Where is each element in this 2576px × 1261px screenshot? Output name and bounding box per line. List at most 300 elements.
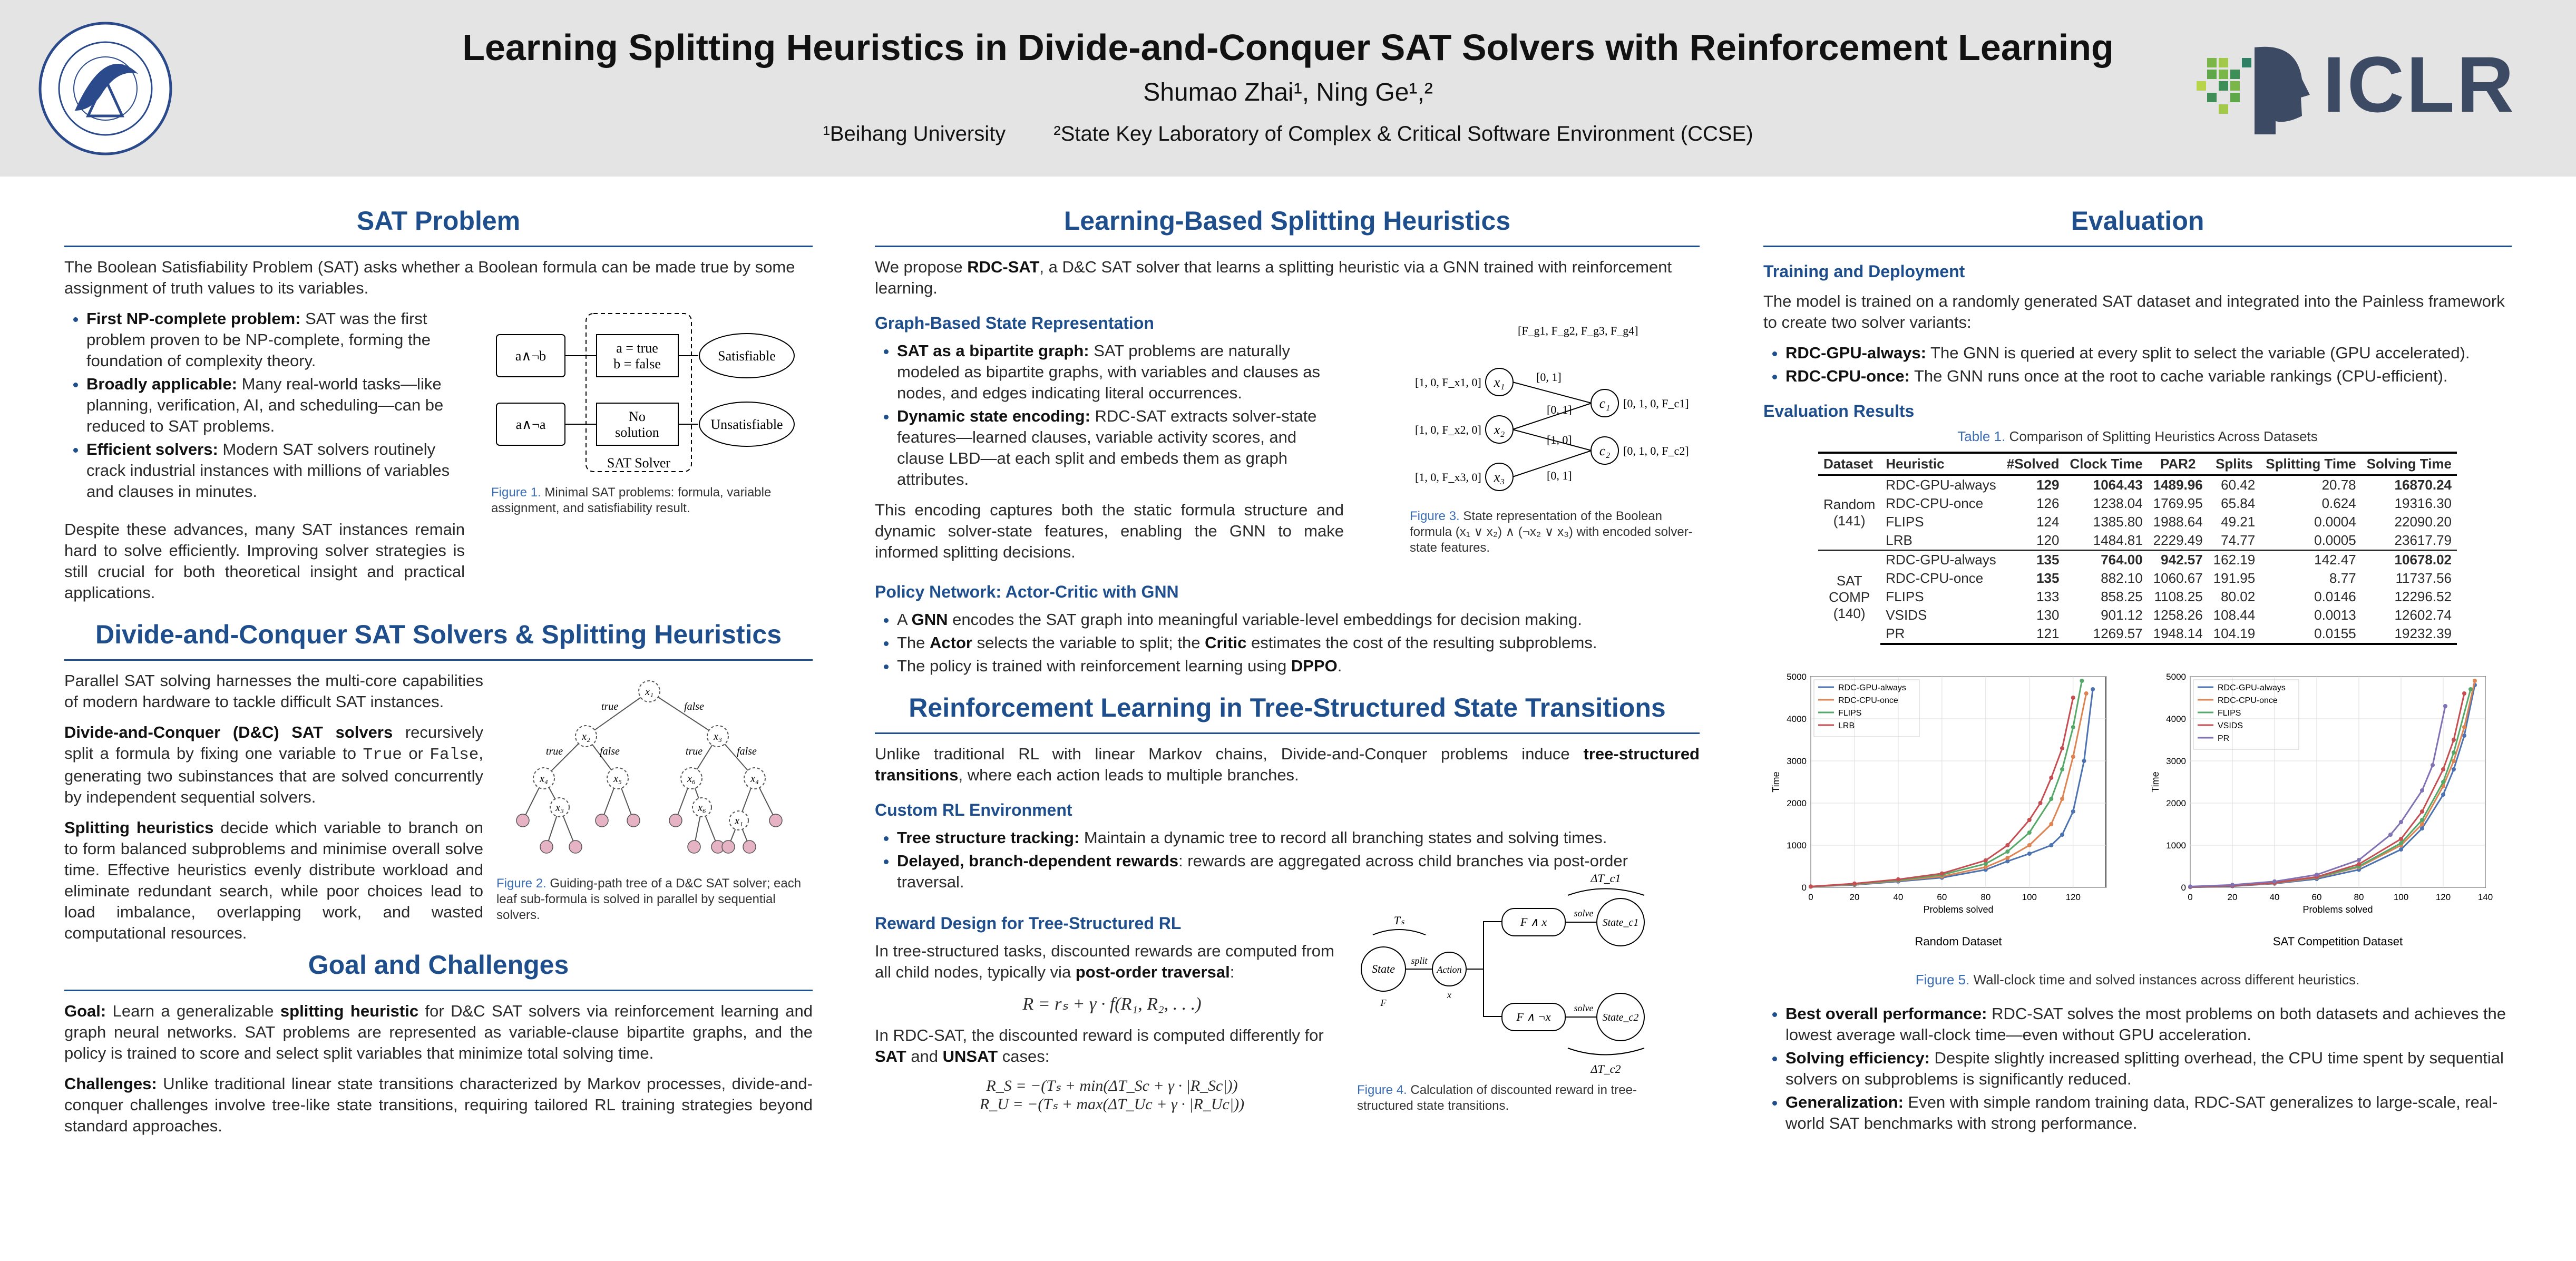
subheading-graph: Graph-Based State Representation bbox=[875, 314, 1154, 333]
formula-1: a∧¬b bbox=[515, 348, 547, 364]
table-cell: 104.19 bbox=[2208, 624, 2261, 644]
table-cell: 19232.39 bbox=[2362, 624, 2457, 644]
data-point bbox=[2272, 879, 2277, 884]
legend-label: RDC-CPU-once bbox=[2218, 696, 2278, 705]
subheading-training: Training and Deployment bbox=[1763, 262, 1965, 281]
table-cell: 1064.43 bbox=[2093, 477, 2143, 493]
x-tick-label: 40 bbox=[1893, 892, 1904, 902]
reward-section bbox=[875, 872, 1700, 1146]
svg-text:State: State bbox=[1372, 962, 1395, 975]
table-cell: 20.78 bbox=[2321, 477, 2356, 493]
data-point bbox=[2049, 843, 2053, 847]
legend-label: RDC-GPU-always bbox=[2218, 683, 2286, 692]
legend-label: RDC-CPU-once bbox=[1838, 696, 1898, 705]
y-tick-label: 4000 bbox=[2166, 714, 2186, 724]
lbsh-intro: We propose RDC-SAT, a D&C SAT solver that learns a splitting heuristic via a GNN trained with reinforcement learning. bbox=[875, 258, 1672, 297]
formula-2: a∧¬a bbox=[515, 417, 546, 432]
list-item: • First NP-complete problem: SAT was the first problem proven to be NP-complete, forming the foundation of complexity theory. bbox=[86, 308, 471, 372]
y-tick-label: 5000 bbox=[2166, 672, 2186, 682]
table-cell: 0.0146 bbox=[2314, 589, 2356, 604]
x-axis-label: Problems solved bbox=[1923, 904, 1994, 915]
data-point bbox=[2071, 696, 2075, 700]
data-point bbox=[2441, 793, 2445, 797]
data-point bbox=[2027, 818, 2032, 822]
policy-list bbox=[875, 609, 1700, 677]
figure-5-caption: Figure 5. Wall-clock time and solved instances across different heuristics. bbox=[1915, 972, 2360, 988]
x-tick-label: 0 bbox=[1808, 892, 1813, 902]
table-cell: 135 bbox=[2002, 550, 2065, 569]
y-tick-label: 1000 bbox=[2166, 840, 2186, 851]
y-tick-label: 0 bbox=[1801, 883, 1807, 893]
svg-text:split: split bbox=[1411, 955, 1428, 966]
x-tick-label: 80 bbox=[2354, 892, 2364, 902]
data-point bbox=[2005, 843, 2009, 847]
svg-text:[0, 1, 0, F_c2]: [0, 1, 0, F_c2] bbox=[1623, 444, 1689, 457]
data-point bbox=[2443, 704, 2447, 708]
table-row bbox=[1818, 588, 2457, 606]
svg-text:F ∧ x: F ∧ x bbox=[1520, 915, 1547, 928]
section-heading-eval: Evaluation bbox=[1763, 206, 2512, 247]
data-point bbox=[2230, 883, 2235, 887]
svg-text:x₆: x₆ bbox=[687, 773, 696, 785]
equation-sat: R_S = −(Tₛ + min(ΔT_Sc + γ · |R_Sc|)) bbox=[986, 1077, 1238, 1094]
list-item: • RDC-GPU-always: The GNN is queried at every split to select the variable (GPU accelerated). bbox=[1785, 343, 2512, 364]
iclr-logo bbox=[2197, 37, 2534, 137]
y-tick-label: 4000 bbox=[1787, 714, 1807, 724]
data-point bbox=[2452, 738, 2456, 742]
authors: Shumao Zhai¹, Ning Ge¹,² bbox=[1143, 79, 1433, 106]
svg-text:[1, 0, F_x3, 0]: [1, 0, F_x3, 0] bbox=[1415, 471, 1481, 484]
table-cell: FLIPS bbox=[1886, 514, 1924, 530]
figure-3-bipartite-graph bbox=[1412, 319, 1707, 503]
data-point bbox=[2060, 797, 2064, 801]
data-point bbox=[1896, 877, 1900, 882]
table-cell: 1108.25 bbox=[2154, 589, 2203, 604]
svg-text:x₃: x₃ bbox=[1494, 470, 1505, 485]
svg-text:x₁: x₁ bbox=[1494, 375, 1505, 390]
dataset-cell: Random (141) bbox=[1823, 496, 1876, 529]
list-item: • The Actor selects the variable to split; the Critic estimates the cost of the resulting subproblems. bbox=[897, 632, 1700, 653]
svg-text:x₄: x₄ bbox=[540, 773, 548, 785]
figure-2-guiding-path-tree bbox=[491, 676, 807, 871]
y-tick-label: 5000 bbox=[1787, 672, 1807, 682]
table-cell: 129 bbox=[2036, 477, 2060, 493]
y-axis-label: Time bbox=[2150, 771, 2161, 793]
svg-text:false: false bbox=[600, 746, 620, 757]
table-cell: 1988.64 bbox=[2153, 514, 2203, 530]
data-point bbox=[2431, 763, 2435, 767]
table-cell: 22090.20 bbox=[2394, 514, 2452, 530]
section-heading-rl: Reinforcement Learning in Tree-Structured State Transitions bbox=[875, 692, 1700, 734]
svg-text:solve: solve bbox=[1574, 908, 1594, 918]
table-cell: 1489.96 bbox=[2153, 477, 2203, 493]
svg-text:Action: Action bbox=[1437, 964, 1462, 975]
table-cell: 12602.74 bbox=[2394, 607, 2452, 623]
svg-text:x₂: x₂ bbox=[582, 731, 590, 742]
table-cell: 0.0155 bbox=[2260, 624, 2361, 644]
svg-text:ΔT_c2: ΔT_c2 bbox=[1591, 1062, 1621, 1076]
table-cell: 1484.81 bbox=[2093, 532, 2143, 548]
data-point bbox=[2452, 759, 2456, 763]
table-cell: 120 bbox=[2036, 532, 2060, 548]
data-point bbox=[2399, 841, 2403, 845]
data-point bbox=[2388, 833, 2393, 837]
table-row bbox=[1818, 550, 2457, 569]
data-point bbox=[2420, 818, 2424, 822]
chart-random-dataset bbox=[1763, 666, 2132, 961]
list-item: • The policy is trained with reinforcement learning using DPPO. bbox=[897, 656, 1700, 677]
data-point bbox=[2005, 856, 2009, 860]
global-features: [F_g1, F_g2, F_g3, F_g4] bbox=[1518, 324, 1638, 337]
data-point bbox=[2027, 852, 2032, 856]
svg-text:x₂: x₂ bbox=[1494, 422, 1505, 437]
sat-bullet-list bbox=[64, 308, 471, 502]
list-item: • Generalization: Even with simple random training data, RDC-SAT generalizes to large-scale, real-world SAT benchmarks with strong performance. bbox=[1785, 1092, 2512, 1134]
y-tick-label: 1000 bbox=[1787, 840, 1807, 851]
table-header: Heuristic bbox=[1880, 453, 2001, 475]
data-point bbox=[2027, 843, 2032, 847]
data-point bbox=[2071, 809, 2075, 814]
table-cell: 2229.49 bbox=[2153, 532, 2203, 548]
table-cell: 10678.02 bbox=[2362, 550, 2457, 569]
table-cell: 12296.52 bbox=[2394, 589, 2452, 604]
data-point bbox=[2473, 679, 2477, 683]
data-point bbox=[2420, 788, 2424, 793]
svg-text:[0, 1]: [0, 1] bbox=[1547, 469, 1572, 482]
table-cell: 16870.24 bbox=[2394, 477, 2452, 493]
table-cell: 8.77 bbox=[2329, 570, 2356, 586]
data-point bbox=[2049, 822, 2053, 826]
data-point bbox=[2038, 801, 2043, 805]
chart-sat-competition bbox=[2143, 666, 2512, 961]
poster-header bbox=[0, 0, 2576, 177]
section-heading-dc: Divide-and-Conquer SAT Solvers & Splitting Heuristics bbox=[64, 619, 813, 661]
table-cell: 764.00 bbox=[2064, 550, 2148, 569]
data-point bbox=[2060, 746, 2064, 750]
svg-text:x₁: x₁ bbox=[735, 815, 743, 827]
results-table bbox=[1818, 452, 2457, 645]
svg-text:[1, 0]: [1, 0] bbox=[1547, 433, 1572, 446]
table-cell: 11737.56 bbox=[2395, 570, 2452, 586]
dc-body bbox=[64, 670, 813, 944]
y-tick-label: 2000 bbox=[2166, 798, 2186, 808]
x-tick-label: 80 bbox=[1980, 892, 1991, 902]
data-point bbox=[1852, 882, 1857, 886]
plot-area bbox=[1811, 677, 2106, 887]
table-cell: 882.10 bbox=[2101, 570, 2143, 586]
data-point bbox=[2452, 750, 2456, 755]
svg-text:c₁: c₁ bbox=[1599, 396, 1611, 411]
x-tick-label: 140 bbox=[2477, 892, 2493, 902]
table-cell: 133 bbox=[2036, 589, 2060, 604]
table-cell: 142.47 bbox=[2260, 550, 2361, 569]
table-cell: 0.624 bbox=[2321, 495, 2356, 511]
table-cell: 1948.14 bbox=[2148, 624, 2208, 644]
data-point bbox=[2060, 767, 2064, 771]
table-cell: RDC-CPU-once bbox=[1886, 570, 1984, 586]
table-cell: RDC-CPU-once bbox=[1886, 495, 1984, 511]
legend-label: FLIPS bbox=[1838, 709, 1862, 718]
data-point bbox=[2080, 679, 2084, 683]
data-point bbox=[2082, 759, 2086, 763]
subheading-results: Evaluation Results bbox=[1763, 402, 1915, 421]
svg-text:solve: solve bbox=[1574, 1003, 1594, 1013]
result-satisfiable: Satisfiable bbox=[718, 348, 776, 364]
data-point bbox=[2049, 776, 2053, 780]
figure-1-sat-diagram bbox=[491, 308, 813, 482]
data-point bbox=[1940, 872, 1944, 876]
figure-3-caption: Figure 3. State representation of the Boolean formula (x₁ ∨ x₂) ∧ (¬x₂ ∨ x₃) with encoded solver-state features. bbox=[1410, 509, 1693, 555]
data-point bbox=[2441, 767, 2445, 771]
column-left bbox=[64, 206, 813, 1146]
svg-text:State_c2: State_c2 bbox=[1602, 1012, 1639, 1023]
x-tick-label: 60 bbox=[2311, 892, 2322, 902]
data-point bbox=[2357, 862, 2361, 866]
table-cell: 1258.26 bbox=[2153, 607, 2203, 623]
table-header: PAR2 bbox=[2148, 453, 2208, 475]
svg-text:x₆: x₆ bbox=[698, 802, 706, 814]
table-cell: 124 bbox=[2036, 514, 2060, 530]
x-tick-label: 120 bbox=[2065, 892, 2081, 902]
section-heading-lbsh: Learning-Based Splitting Heuristics bbox=[875, 206, 1700, 247]
assignment-b: b = false bbox=[613, 356, 661, 372]
poster-title: Learning Splitting Heuristics in Divide-and-Conquer SAT Solvers with Reinforcement Learning bbox=[462, 27, 2114, 68]
table-cell: 23617.79 bbox=[2394, 532, 2452, 548]
data-point bbox=[2420, 809, 2424, 814]
goal-text: Goal: Learn a generalizable splitting heuristic for D&C SAT solvers via reinforcement learning and graph neural networks. SAT problems are represented as variable-clause bipartite graphs, and the policy is trained to score and select split variables that minimize total solving time. bbox=[64, 1002, 813, 1062]
lbsh-graph-section bbox=[875, 314, 1700, 609]
table-cell: 1385.80 bbox=[2093, 514, 2143, 530]
data-point bbox=[2420, 826, 2424, 830]
table-cell: VSIDS bbox=[1886, 607, 1927, 623]
svg-text:[0, 1]: [0, 1] bbox=[1536, 370, 1562, 384]
svg-text:[0, 1, 0, F_c1]: [0, 1, 0, F_c1] bbox=[1623, 397, 1689, 410]
svg-text:true: true bbox=[685, 746, 703, 757]
reward-text bbox=[875, 914, 1349, 1113]
svg-text:false: false bbox=[737, 746, 757, 757]
section-heading-goal: Goal and Challenges bbox=[64, 950, 813, 991]
chart-title: Random Dataset bbox=[1915, 935, 2002, 948]
data-point bbox=[2441, 780, 2445, 784]
list-item: • SAT as a bipartite graph: SAT problems are naturally modeled as bipartite graphs, with variables and clauses as nodes, and edges indicating literal occurrences. bbox=[897, 340, 1344, 404]
svg-text:[1, 0, F_x1, 0]: [1, 0, F_x1, 0] bbox=[1415, 376, 1481, 389]
figure-1-caption: Figure 1. Minimal SAT problems: formula, variable assignment, and satisfiability result. bbox=[491, 485, 772, 515]
table-cell: 0.0005 bbox=[2314, 532, 2356, 548]
svg-text:true: true bbox=[545, 746, 563, 757]
legend-label: FLIPS bbox=[2218, 709, 2241, 718]
dc-p1: Parallel SAT solving harnesses the multi-core capabilities of modern hardware to tackle difficult SAT instances. bbox=[64, 671, 483, 711]
table-cell: RDC-GPU-always bbox=[1880, 550, 2001, 569]
table-cell: 74.77 bbox=[2221, 532, 2256, 548]
y-tick-label: 3000 bbox=[2166, 756, 2186, 766]
table-cell: 49.21 bbox=[2221, 514, 2256, 530]
table-row bbox=[1818, 475, 2457, 495]
sat-intro: The Boolean Satisfiability Problem (SAT) asks whether a Boolean formula can be made true by some assignment of truth values to its variables. bbox=[64, 258, 795, 297]
figure-2-caption: Figure 2. Guiding-path tree of a D&C SAT solver; each leaf sub-formula is solved in parallel by sequential solvers. bbox=[496, 876, 802, 922]
svg-text:x₃: x₃ bbox=[714, 731, 722, 742]
table-cell: 60.42 bbox=[2221, 477, 2256, 493]
list-item: • Solving efficiency: Despite slightly increased splitting overhead, the CPU time spent by sequential solvers on subproblems is significantly reduced. bbox=[1785, 1048, 2512, 1090]
svg-text:x₅: x₅ bbox=[613, 773, 622, 785]
y-axis-label: Time bbox=[1771, 771, 1781, 793]
x-tick-label: 0 bbox=[2188, 892, 2193, 902]
x-tick-label: 120 bbox=[2435, 892, 2451, 902]
no-solution-1: No bbox=[629, 409, 646, 424]
svg-text:x₃: x₃ bbox=[555, 802, 564, 814]
table-cell: 0.0004 bbox=[2314, 514, 2356, 530]
table-cell: 130 bbox=[2036, 607, 2060, 623]
data-point bbox=[2071, 755, 2075, 759]
conclusion-list bbox=[1763, 1003, 2512, 1134]
table-cell: RDC-GPU-always bbox=[1886, 477, 1996, 493]
assignment-a: a = true bbox=[616, 340, 658, 356]
data-point bbox=[2005, 849, 2009, 854]
svg-text:Tₛ: Tₛ bbox=[1393, 914, 1405, 927]
data-point bbox=[2399, 847, 2403, 852]
table-header: #Solved bbox=[2002, 453, 2065, 475]
table-cell: 121 bbox=[2002, 624, 2065, 644]
data-point bbox=[2091, 687, 2095, 691]
lbsh-encoding: This encoding captures both the static formula structure and dynamic solver-state features, enabling the GNN to make informed splitting decisions. bbox=[875, 501, 1344, 561]
table-cell: 162.19 bbox=[2208, 550, 2261, 569]
data-point bbox=[2071, 725, 2075, 729]
svg-text:x₄: x₄ bbox=[750, 773, 759, 785]
reward-p1: In tree-structured tasks, discounted rewards are computed from all child nodes, typically via post-order traversal: bbox=[875, 942, 1334, 981]
data-point bbox=[2049, 797, 2053, 801]
affiliations bbox=[0, 122, 2576, 146]
table-row bbox=[1818, 569, 2457, 588]
lbsh-graph-text bbox=[875, 314, 1344, 563]
legend-label: LRB bbox=[1838, 721, 1855, 730]
subheading-env: Custom RL Environment bbox=[875, 800, 1072, 819]
data-point bbox=[2452, 767, 2456, 771]
table-header: Splitting Time bbox=[2260, 453, 2361, 475]
table-cell: 858.25 bbox=[2101, 589, 2143, 604]
svg-text:x: x bbox=[1447, 990, 1451, 1000]
dc-text bbox=[64, 670, 483, 944]
data-point bbox=[2084, 691, 2089, 696]
list-item: • Dynamic state encoding: RDC-SAT extracts solver-state features—learned clauses, variable activity scores, and clause LBD—at each split and embeds them as graph attributes. bbox=[897, 406, 1344, 490]
list-item: • A GNN encodes the SAT graph into meaningful variable-level embeddings for decision making. bbox=[897, 609, 1700, 630]
table-row bbox=[1818, 606, 2457, 624]
list-item: • RDC-CPU-once: The GNN runs once at the root to cache variable rankings (CPU-efficient). bbox=[1785, 366, 2512, 387]
table-cell: 0.0013 bbox=[2314, 607, 2356, 623]
table-cell: 126 bbox=[2036, 495, 2060, 511]
svg-text:false: false bbox=[684, 701, 704, 712]
table-cell: 1060.67 bbox=[2153, 570, 2203, 586]
table-cell: 19316.30 bbox=[2394, 495, 2452, 511]
list-item: • Delayed, branch-dependent rewards: rewards are aggregated across child branches via post-order traversal. bbox=[897, 851, 1700, 893]
no-solution-2: solution bbox=[615, 425, 659, 440]
table-header: Clock Time bbox=[2064, 453, 2148, 475]
data-point bbox=[2315, 873, 2319, 877]
svg-text:F ∧ ¬x: F ∧ ¬x bbox=[1516, 1010, 1551, 1023]
table-cell: FLIPS bbox=[1886, 589, 1924, 604]
legend-label: PR bbox=[2218, 734, 2230, 743]
iclr-wordmark: ICLR bbox=[2323, 40, 2516, 129]
section-heading-sat-problem: SAT Problem bbox=[64, 206, 813, 247]
svg-text:State_c1: State_c1 bbox=[1602, 917, 1639, 928]
affiliation-1: ¹Beihang University bbox=[823, 122, 1006, 145]
reward-p2: In RDC-SAT, the discounted reward is computed differently for SAT and UNSAT cases: bbox=[875, 1026, 1324, 1066]
legend-label: RDC-GPU-always bbox=[1838, 683, 1906, 692]
sat-solver-label: SAT Solver bbox=[607, 455, 671, 471]
subheading-reward: Reward Design for Tree-Structured RL bbox=[875, 914, 1182, 933]
svg-text:[0, 1]: [0, 1] bbox=[1547, 403, 1572, 416]
data-point bbox=[2027, 830, 2032, 835]
data-point bbox=[2188, 884, 2192, 888]
figure-4-reward-tree bbox=[1357, 866, 1694, 1077]
dc-p3: Splitting heuristics decide which variable to branch on to form balanced subproblems and minimise overall solve time. Effective heuristics evenly distribute workload and eliminate redundant search, while poor choices lead to load imbalance, overlapping work, and wasted computational resources. bbox=[64, 818, 484, 942]
table-cell: LRB bbox=[1886, 532, 1913, 548]
table-row bbox=[1818, 494, 2457, 513]
table-cell: 135 bbox=[2036, 570, 2060, 586]
table-cell: 1769.95 bbox=[2153, 495, 2203, 511]
list-item: • Efficient solvers: Modern SAT solvers routinely crack industrial instances with millions of variables and clauses in minutes. bbox=[86, 439, 471, 502]
sat-closing: Despite these advances, many SAT instances remain hard to solve efficiently. Improving solver strategies is still crucial for both theoretical insight and practical applications. bbox=[64, 520, 465, 602]
x-tick-label: 100 bbox=[2393, 892, 2409, 902]
svg-text:F: F bbox=[1380, 998, 1387, 1008]
figure-4-caption: Figure 4. Calculation of discounted reward in tree-structured state transitions. bbox=[1357, 1083, 1637, 1113]
figure-5 bbox=[1763, 666, 2512, 977]
x-tick-label: 100 bbox=[2022, 892, 2037, 902]
table-header: Dataset bbox=[1818, 453, 1880, 475]
column-right bbox=[1763, 206, 2512, 1141]
svg-text:true: true bbox=[601, 701, 619, 712]
table-cell: 901.12 bbox=[2101, 607, 2143, 623]
table-cell: 942.57 bbox=[2148, 550, 2208, 569]
data-point bbox=[1809, 884, 1813, 888]
column-middle bbox=[875, 206, 1700, 1146]
data-point bbox=[2060, 833, 2064, 837]
table-cell: 1238.04 bbox=[2093, 495, 2143, 511]
iclr-head-icon bbox=[2197, 37, 2312, 137]
equation-unsat: R_U = −(Tₛ + max(ΔT_Uc + γ · |R_Uc|)) bbox=[979, 1096, 1245, 1113]
subheading-policy: Policy Network: Actor-Critic with GNN bbox=[875, 582, 1179, 601]
list-item: • Broadly applicable: Many real-world tasks—like planning, verification, AI, and scheduling—can be reduced to SAT problems. bbox=[86, 374, 471, 437]
legend-label: VSIDS bbox=[2218, 721, 2243, 730]
table-row bbox=[1818, 513, 2457, 531]
svg-text:[1, 0, F_x2, 0]: [1, 0, F_x2, 0] bbox=[1415, 423, 1481, 436]
dataset-cell: SAT COMP (140) bbox=[1818, 550, 1880, 644]
table-cell: 191.95 bbox=[2213, 570, 2256, 586]
table-cell: 65.84 bbox=[2221, 495, 2256, 511]
table-cell: 80.02 bbox=[2221, 589, 2256, 604]
data-point bbox=[2468, 687, 2473, 691]
svg-text:c₂: c₂ bbox=[1599, 443, 1611, 458]
table-row bbox=[1818, 624, 2457, 644]
x-tick-label: 40 bbox=[2269, 892, 2280, 902]
data-point bbox=[2462, 725, 2466, 729]
svg-text:x₁: x₁ bbox=[645, 686, 653, 698]
data-point bbox=[2399, 820, 2403, 824]
x-tick-label: 60 bbox=[1937, 892, 1947, 902]
table-cell: 1269.57 bbox=[2064, 624, 2148, 644]
table-cell: PR bbox=[1880, 624, 2001, 644]
x-axis-label: Problems solved bbox=[2302, 904, 2373, 915]
data-point bbox=[2462, 691, 2466, 696]
y-tick-label: 2000 bbox=[1787, 798, 1807, 808]
x-tick-label: 20 bbox=[2227, 892, 2238, 902]
table-cell: 108.44 bbox=[2213, 607, 2256, 623]
data-point bbox=[2399, 837, 2403, 841]
dc-p2: Divide-and-Conquer (D&C) SAT solvers recursively split a formula by fixing one variable to True or False, generating two subinstances that are solved concurrently by independent sequential solvers. bbox=[64, 723, 484, 806]
equation-reward: R = rₛ + γ · f(R₁, R₂, . . .) bbox=[1022, 994, 1202, 1014]
table-header: Splits bbox=[2208, 453, 2261, 475]
result-unsatisfiable: Unsatisfiable bbox=[710, 417, 783, 432]
table-row bbox=[1818, 531, 2457, 550]
training-text: The model is trained on a randomly generated SAT dataset and integrated into the Painless framework to create two solver variants: bbox=[1763, 292, 2505, 331]
